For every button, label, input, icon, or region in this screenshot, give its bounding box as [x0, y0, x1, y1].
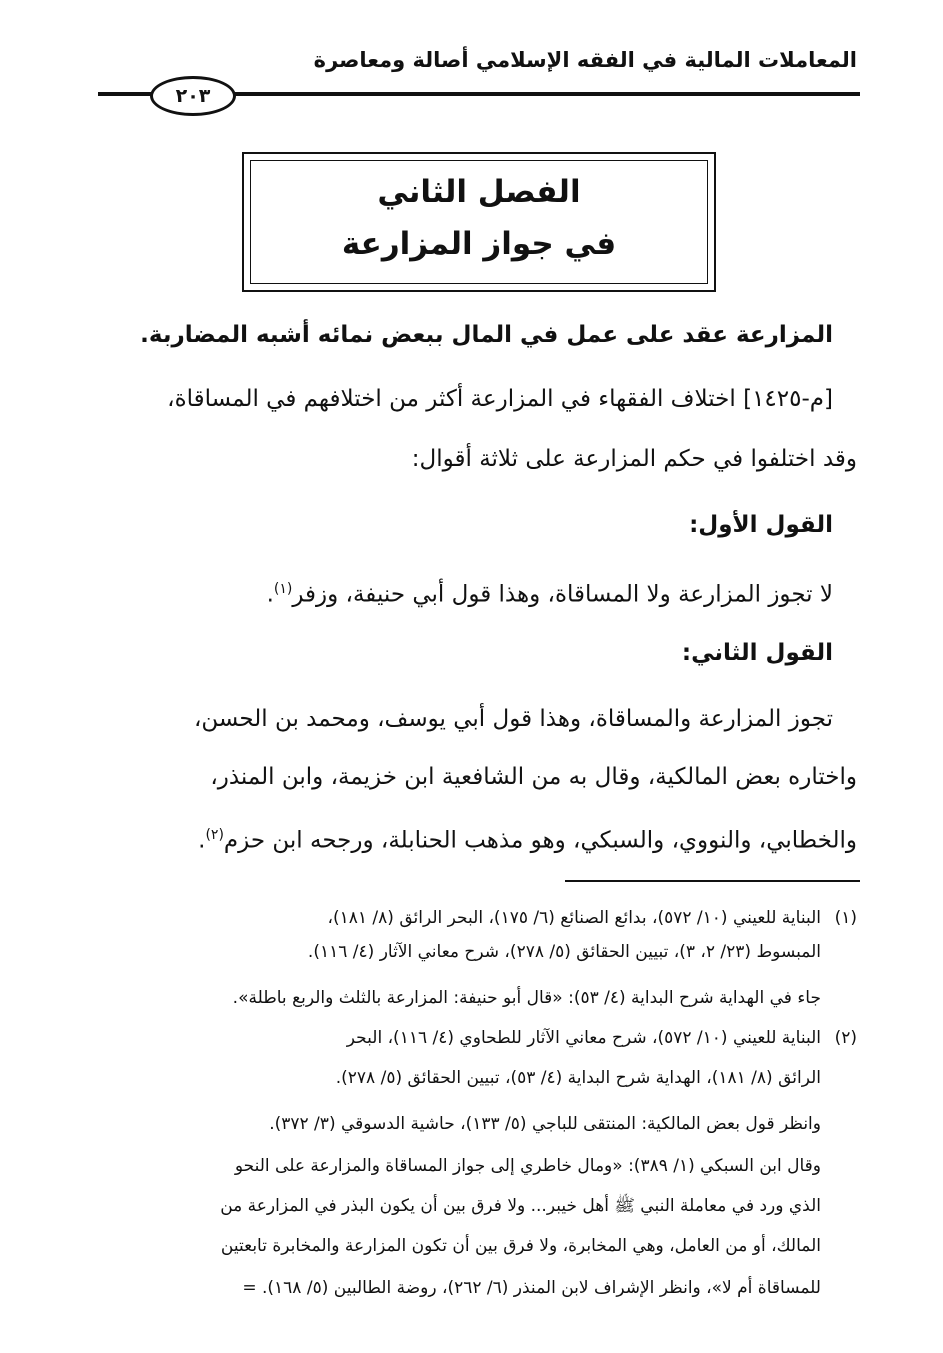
- page-number: ٢٠٣: [150, 76, 236, 116]
- footnote-2-line-7: للمساقاة أم لا»، وانظر الإشراف لابن المنذر (٦/ ٢٦٢)، روضة الطالبين (٥/ ١٦٨). =: [242, 1278, 821, 1298]
- footnote-2-line-6: المالك، أو من العامل، وهي المخابرة، ولا فرق بين أن تكون المزارعة والمخابرة تابعتين: [220, 1236, 821, 1256]
- footnote-1-line-1: البناية للعيني (١٠/ ٥٧٢)، بدائع الصنائع (٦/ ١٧٥)، البحر الرائق (٨/ ١٨١)،: [327, 908, 821, 928]
- footnote-2-line-3: وانظر قول بعض المالكية: المنتقى للباجي (٥/ ١٣٣)، حاشية الدسوقي (٣/ ٣٧٢).: [269, 1114, 821, 1134]
- chapter-subtitle: في جواز المزارعة: [341, 226, 617, 262]
- footnote-2-line-2: الرائق (٨/ ١٨١)، الهداية شرح البداية (٤/ ٥٣)، تبيين الحقائق (٥/ ٢٧٨).: [335, 1068, 821, 1088]
- footnote-2-line-1: البناية للعيني (١٠/ ٥٧٢)، شرح معاني الآثار للطحاوي (٤/ ١١٦)، البحر: [346, 1028, 821, 1048]
- definition-paragraph: المزارعة عقد على عمل في المال ببعض نمائه أشبه المضاربة.: [140, 322, 833, 348]
- footnote-2-marker: (٢): [834, 1028, 857, 1048]
- opinion-2-line-3: [107, 820, 857, 856]
- opinion-1-body: لا تجوز المزارعة ولا المساقاة، وهذا قول أبي حنيفة، وزفر: [292, 581, 833, 608]
- footnote-ref-2[interactable]: (٢): [205, 827, 224, 843]
- chapter-title: الفصل الثاني: [377, 174, 581, 210]
- opinion-1-text: [83, 574, 833, 610]
- footnote-ref-1[interactable]: (١): [273, 581, 293, 597]
- footnote-1-line-2: المبسوط (٢٣/ ٢، ٣)، تبيين الحقائق (٥/ ٢٧٨)، شرح معاني الآثار (٤/ ١١٦).: [307, 942, 821, 962]
- intro-line-2: وقد اختلفوا في حكم المزارعة على ثلاثة أقوال:: [411, 446, 857, 472]
- opinion-2-line-2: واختاره بعض المالكية، وقال به من الشافعية ابن خزيمة، وابن المنذر،: [210, 764, 857, 790]
- intro-line-1: [م-١٤٢٥] اختلاف الفقهاء في المزارعة أكثر من اختلافهم في المساقاة،: [167, 386, 833, 412]
- opinion-2-line-1: تجوز المزارعة والمساقاة، وهذا قول أبي يوسف، ومحمد بن الحسن،: [193, 706, 833, 732]
- opinion-1-heading: القول الأول:: [689, 512, 833, 538]
- footnote-1-marker: (١): [834, 908, 857, 928]
- opinion-1-end: .: [266, 581, 274, 608]
- footnote-2-line-4: وقال ابن السبكي (١/ ٣٨٩): «ومال خاطري إلى جواز المساقاة والمزارعة على النحو: [234, 1156, 821, 1176]
- opinion-2-end: .: [198, 827, 206, 854]
- running-title: المعاملات المالية في الفقه الإسلامي أصالة ومعاصرة: [313, 48, 857, 72]
- footnote-separator: [565, 880, 860, 882]
- footnote-1-line-3: جاء في الهداية شرح البداية (٤/ ٥٣): «قال أبو حنيفة: المزارعة بالثلث والربع باطلة».: [232, 988, 821, 1008]
- chapter-title-box: [242, 152, 716, 292]
- footnote-2-line-5: الذي ورد في معاملة النبي ﷺ أهل خيبر... ولا فرق بين أن يكون البذر في المزارعة من: [220, 1196, 821, 1216]
- opinion-2-body: والخطابي، والنووي، والسبكي، وهو مذهب الحنابلة، ورجحه ابن حزم: [223, 827, 857, 854]
- opinion-2-heading: القول الثاني:: [681, 640, 833, 666]
